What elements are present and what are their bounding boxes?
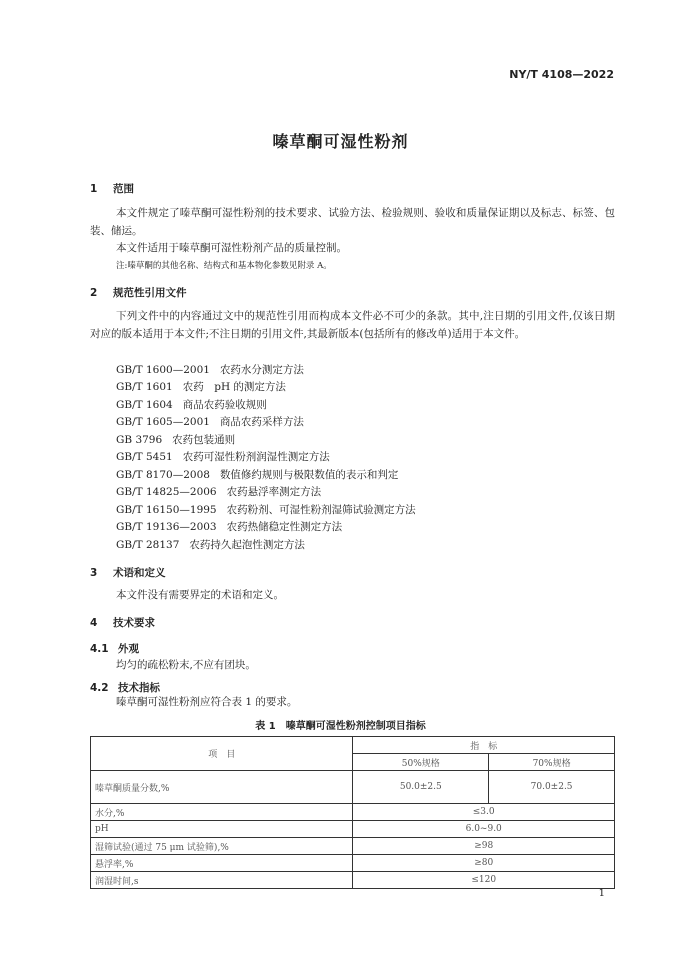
reference-code: GB/T 16150—1995 <box>116 504 217 516</box>
reference-title: 农药粉剂、可湿性粉剂湿筛试验测定方法 <box>226 504 416 516</box>
standard-number: NY/T 4108—2022 <box>509 68 614 81</box>
table-subheader-50: 50%规格 <box>353 754 489 771</box>
page-number: 1 <box>598 888 605 899</box>
reference-title: 农药热储稳定性测定方法 <box>226 521 343 533</box>
reference-item <box>116 397 267 412</box>
section-3-heading <box>90 565 166 580</box>
table-cell-item: 湿筛试验(通过 75 μm 试验筛),% <box>91 838 353 855</box>
table-cell-item: 悬浮率,% <box>91 855 353 872</box>
reference-title: 农药水分测定方法 <box>219 364 304 376</box>
reference-title: 商品农药采样方法 <box>219 416 304 428</box>
reference-code: GB/T 1600—2001 <box>116 364 210 376</box>
reference-title: 商品农药验收规则 <box>182 399 267 411</box>
document-title: 嗪草酮可湿性粉剂 <box>272 132 409 151</box>
reference-title: 农药悬浮率测定方法 <box>226 486 322 498</box>
section-title: 技术要求 <box>113 617 155 629</box>
table-cell-value-70: 70.0±2.5 <box>489 771 615 804</box>
reference-code: GB 3796 <box>116 434 163 446</box>
table-cell-value: ≥80 <box>353 855 615 872</box>
table-cell-item: 水分,% <box>91 804 353 821</box>
reference-code: GB/T 14825—2006 <box>116 486 217 498</box>
section-4-2-paragraph: 嗪草酮可湿性粉剂应符合表 1 的要求。 <box>116 696 298 708</box>
reference-item <box>116 379 286 394</box>
reference-title: 数值修约规则与极限数值的表示和判定 <box>219 469 399 481</box>
reference-item <box>116 502 416 517</box>
reference-code: GB/T 28137 <box>116 539 180 551</box>
reference-item <box>116 432 235 447</box>
table-header-index: 指 标 <box>353 737 615 754</box>
spec-table <box>90 736 615 889</box>
reference-title: 农药持久起泡性测定方法 <box>189 539 305 551</box>
table-row <box>91 872 615 889</box>
section-4-heading <box>90 615 155 630</box>
section-4-1-heading <box>90 641 139 656</box>
section-4-1-paragraph: 均匀的疏松粉末,不应有团块。 <box>116 659 256 671</box>
table-row <box>91 804 615 821</box>
table-row <box>91 821 615 838</box>
section-2-heading <box>90 285 187 300</box>
section-1-heading <box>90 181 134 196</box>
section-title: 规范性引用文件 <box>113 287 187 299</box>
section-3-paragraph-1: 本文件没有需要界定的术语和定义。 <box>116 589 284 601</box>
reference-code: GB/T 5451 <box>116 451 173 463</box>
reference-title: 农药 pH 的测定方法 <box>182 381 286 393</box>
reference-item <box>116 519 342 534</box>
section-title: 范围 <box>113 183 134 195</box>
section-2-paragraph-1: 下列文件中的内容通过文中的规范性引用而构成本文件必不可少的条款。其中,注日期的引用文件,仅该日期对应的版本适用于本文件;不注日期的引用文件,其最新版本(包括所有的修改单)适用于本文件。 <box>90 310 615 340</box>
reference-code: GB/T 1605—2001 <box>116 416 210 428</box>
reference-item <box>116 537 305 552</box>
reference-code: GB/T 19136—2003 <box>116 521 217 533</box>
table-cell-value-50: 50.0±2.5 <box>353 771 489 804</box>
section-number: 4.2 <box>90 682 109 694</box>
table-subheader-70: 70%规格 <box>489 754 615 771</box>
section-1-paragraph-1: 本文件规定了嗪草酮可湿性粉剂的技术要求、试验方法、检验规则、验收和质量保证期以及标志、标签、包装、储运。 <box>90 207 615 237</box>
reference-code: GB/T 1604 <box>116 399 173 411</box>
table-cell-item: 嗪草酮质量分数,% <box>91 771 353 804</box>
section-1-paragraph-2: 本文件适用于嗪草酮可湿性粉剂产品的质量控制。 <box>116 242 347 254</box>
section-number: 3 <box>90 567 98 579</box>
table-cell-item: 润湿时间,s <box>91 872 353 889</box>
table-row <box>91 771 615 804</box>
reference-item <box>116 362 304 377</box>
table-header-item: 项 目 <box>91 737 353 771</box>
section-1-note: 注:嗪草酮的其他名称、结构式和基本物化参数见附录 A。 <box>116 261 332 271</box>
table-row <box>91 838 615 855</box>
table-cell-value: ≤120 <box>353 872 615 889</box>
reference-item <box>116 484 321 499</box>
section-number: 2 <box>90 287 98 299</box>
table-row <box>91 855 615 872</box>
reference-item <box>116 467 398 482</box>
section-title: 技术指标 <box>118 682 160 694</box>
section-number: 4.1 <box>90 643 109 655</box>
reference-title: 农药可湿性粉剂润湿性测定方法 <box>182 451 330 463</box>
section-title: 外观 <box>118 643 139 655</box>
reference-item <box>116 414 304 429</box>
table-cell-item: pH <box>91 821 353 838</box>
section-number: 4 <box>90 617 98 629</box>
reference-item <box>116 449 330 464</box>
table-caption: 表 1 嗪草酮可湿性粉剂控制项目指标 <box>255 721 426 732</box>
section-title: 术语和定义 <box>113 567 166 579</box>
section-4-2-heading <box>90 680 160 695</box>
reference-title: 农药包装通则 <box>172 434 236 446</box>
reference-code: GB/T 8170—2008 <box>116 469 210 481</box>
reference-code: GB/T 1601 <box>116 381 173 393</box>
table-cell-value: ≤3.0 <box>353 804 615 821</box>
table-cell-value: ≥98 <box>353 838 615 855</box>
table-cell-value: 6.0~9.0 <box>353 821 615 838</box>
section-number: 1 <box>90 183 98 195</box>
